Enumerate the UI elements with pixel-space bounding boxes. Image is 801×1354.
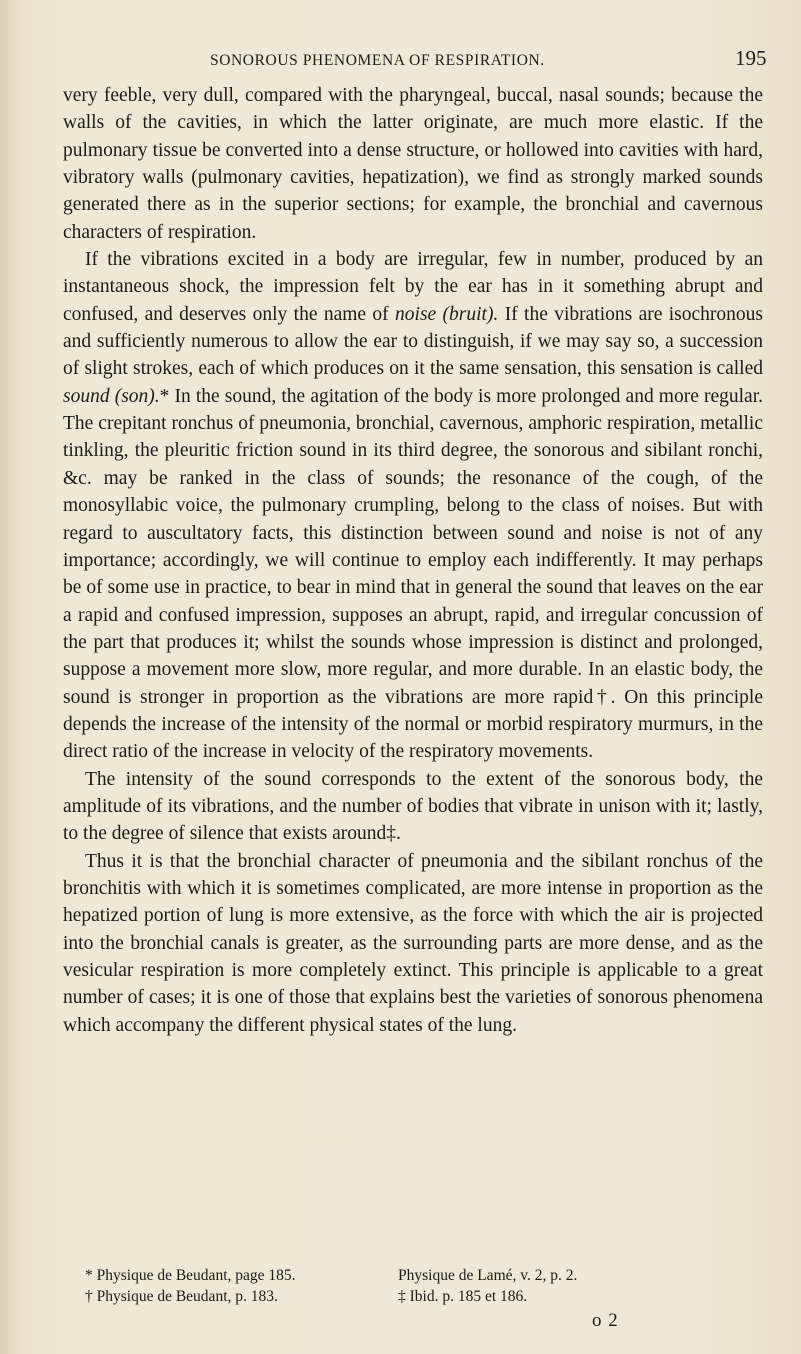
text-run: The intensity of the sound corresponds to the extent of the sonorous body, the amplitude of its vibrations, and the number of bodies that vibrate in unison with it; lastly, to the degree of silence that exists around‡. [63,768,763,845]
footnotes [63,1265,763,1307]
paragraph [63,82,763,246]
footnote-beudant-183: † Physique de Beudant, p. 183. [85,1288,278,1305]
footnote-row [63,1286,763,1307]
running-head: SONOROUS PHENOMENA OF RESPIRATION. [210,52,545,69]
footnote-ibid: ‡ Ibid. p. 185 et 186. [398,1288,528,1305]
footnote-lame: Physique de Lamé, v. 2, p. 2. [398,1267,578,1284]
text-run: Thus it is that the bronchial character of pneumonia and the sibilant ronchus of the bronchitis with which it is sometimes complicated, are more intense in proportion as the hepatized portion of lung is more extensive, as the force with which the air is projected into the bronchial canals is greater, as the surrounding parts are more dense, and as the vesicular respiration is more completely extinct. This principle is applicable to a great number of cases; it is one of those that explains best the varieties of sonorous phenomena which accompany the different physical states of the lung. [63,850,763,1036]
body-text [63,82,763,1039]
paragraph [63,848,763,1039]
paragraph [63,246,763,766]
page-header [0,44,801,74]
text-run: * In the sound, the agitation of the body is more prolonged and more regular. The crepitant ronchus of pneumonia, bronchial, cavernous, amphoric respiration, metallic tinkling, the pleuritic friction sound in its third degree, the sonorous and sibilant ronchi, &c. may be ranked in the class of sounds; the resonance of the cough, of the monosyllabic voice, the pulmonary crumpling, belong to the class of noises. But with regard to auscultatory facts, this distinction between sound and noise is not of any importance; accordingly, we will continue to employ each indifferently. It may perhaps be of some use in practice, to bear in mind that in general the sound that leaves on the ear a rapid and confused impression, supposes an abrupt, rapid, and irregular concussion of the part that produces it; whilst the sounds whose impression is distinct and prolonged, suppose a movement more slow, more regular, and more durable. In an elastic body, the sound is stronger in proportion as the vibrations are more rapid†. On this principle depends the increase of the intensity of the normal or morbid respiratory murmurs, in the direct ratio of the increase in velocity of the respiratory movements. [63,385,763,763]
italic-term: sound (son). [63,385,160,407]
paragraph [63,766,763,848]
text-run: If the vibrations excited in a body are irregular, few in number, produced by an instantaneous shock, the impression felt by the ear has in it something abrupt and confused, and deserves only the name of [63,249,763,325]
page-number: 195 [735,46,767,70]
text-run: If the vibrations are isochronous and sufficiently numerous to allow the ear to distinguish, if we may say so, a succession of slight strokes, each of which produces on it the same sensation, this sensation is called [63,303,763,380]
footnote-beudant-185: * Physique de Beudant, page 185. [85,1267,296,1284]
footnote-row [63,1265,763,1286]
text-run: very feeble, very dull, compared with the pharyngeal, buccal, nasal sounds; because the walls of the cavities, in which the latter originate, are much more elastic. If the pulmonary tissue be converted into a dense structure, or hollowed into cavities with hard, vibratory walls (pulmonary cavities, hepatization), we find as strongly marked sounds generated there as in the superior sections; for example, the bronchial and cavernous characters of respiration. [63,85,763,243]
italic-term: noise (bruit). [395,303,499,325]
signature-mark: o 2 [592,1310,619,1331]
